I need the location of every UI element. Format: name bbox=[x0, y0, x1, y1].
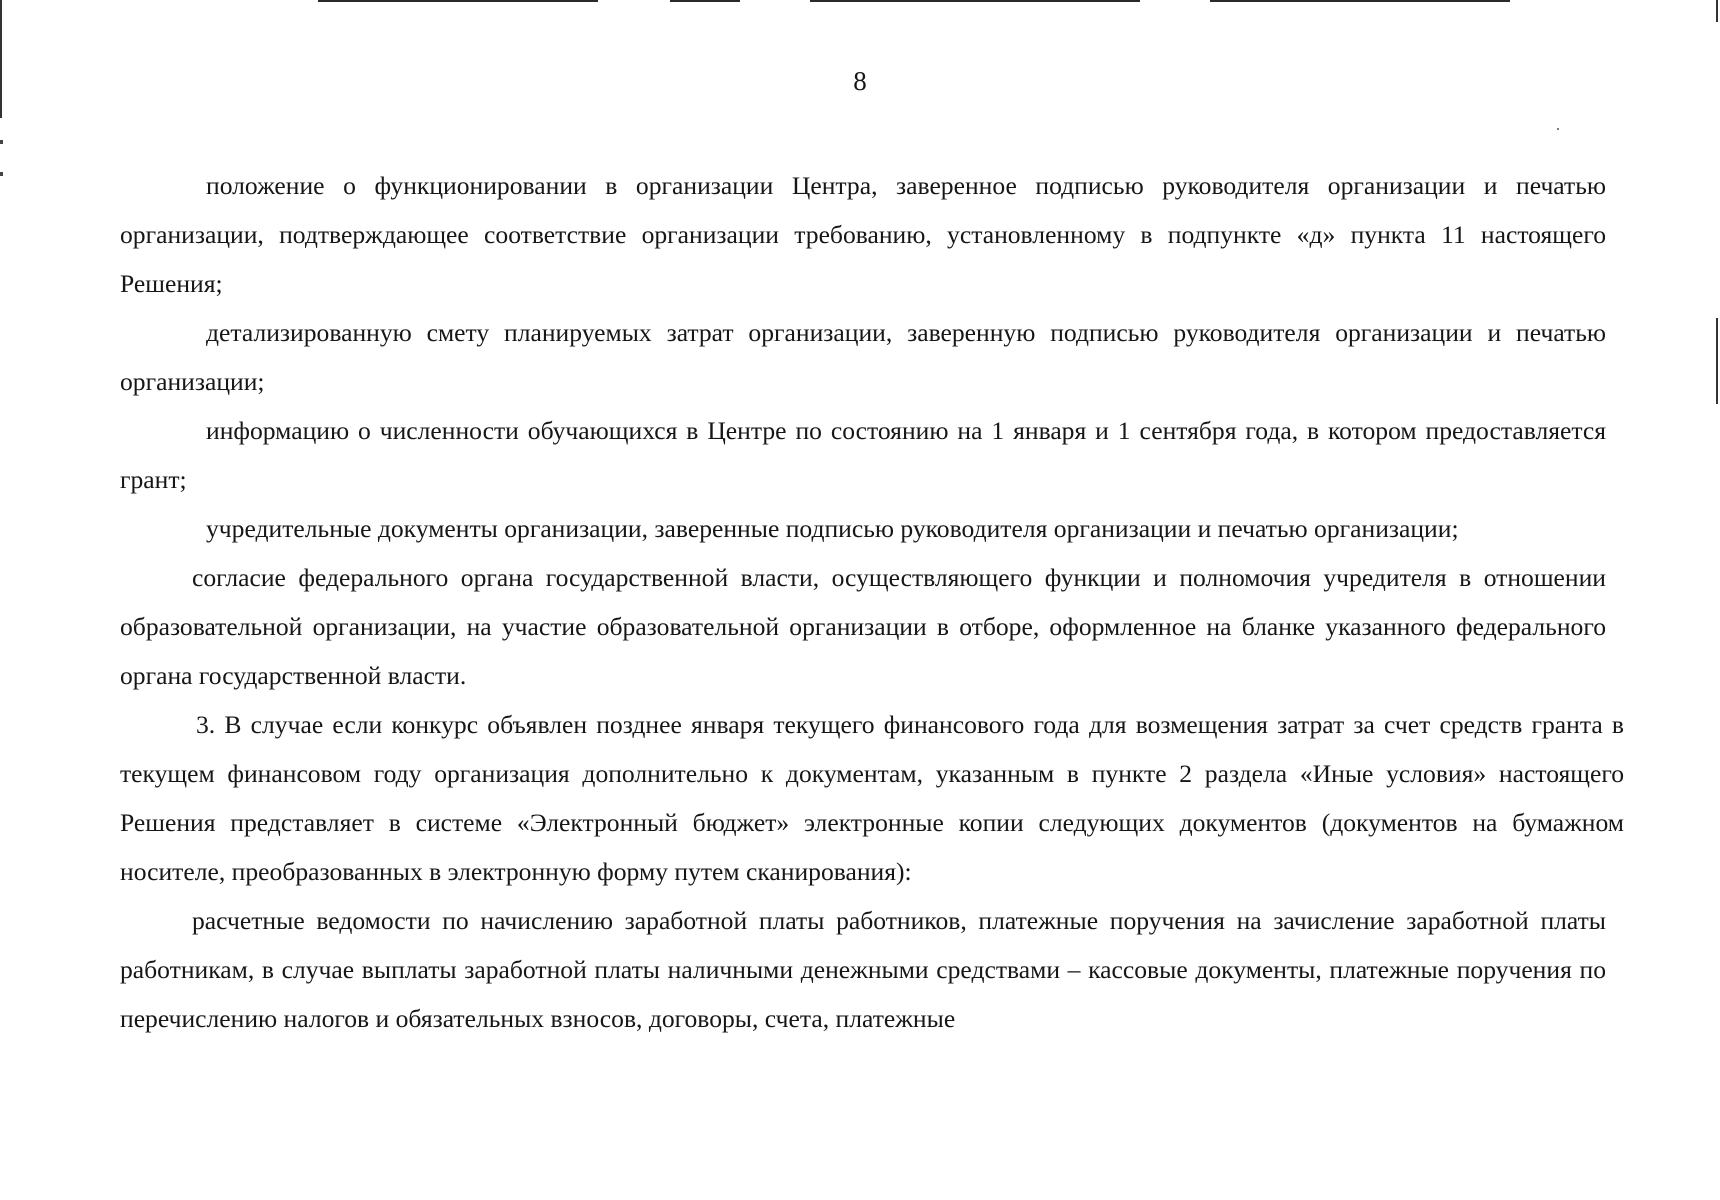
document-body bbox=[120, 161, 1624, 1043]
scan-speck bbox=[1557, 128, 1559, 130]
paragraph-founding-documents: учредительные документы организации, заверенные подписью руководителя организации и печатью организации; bbox=[206, 514, 1459, 543]
scan-edge-right bbox=[1716, 318, 1718, 404]
scan-edge-left bbox=[0, 0, 2, 118]
page-number: 8 bbox=[853, 66, 867, 96]
scan-edge-left-tick bbox=[0, 140, 3, 144]
paragraph-federal-consent: согласие федерального органа государственной власти, осуществляющего функции и полномочия учредителя в отношении образовательной организации, на участие образовательной организации в отборе, оформленное на бланке указанного федерального органа государственной власти. bbox=[120, 563, 1606, 690]
paragraph-item-3: 3. В случае если конкурс объявлен позднее января текущего финансового года для возмещения затрат за счет средств гранта в текущем финансовом году организация дополнительно к документам, указанным в пункте 2 раздела «Иные условия» настоящего Решения представляет в системе «Электронный бюджет» электронные копии следующих документов (документов на бумажном носителе, преобразованных в электронную форму путем сканирования): bbox=[120, 710, 1624, 886]
scan-edge-top-segment bbox=[318, 0, 598, 2]
scan-edge-top-segment bbox=[670, 0, 740, 2]
paragraph-cost-estimate: детализированную смету планируемых затрат организации, заверенную подписью руководителя организации и печатью организации; bbox=[120, 318, 1606, 396]
scan-edge-top-segment bbox=[810, 0, 1140, 2]
scan-edge-top-segment bbox=[1210, 0, 1510, 2]
scan-edge-right bbox=[1716, 0, 1718, 22]
paragraph-center-regulation: положение о функционировании в организации Центра, заверенное подписью руководителя организации и печатью организации, подтверждающее соответствие организации требованию, установленному в подпункте «д» пункта 11 настоящего Решения; bbox=[120, 171, 1606, 298]
paragraph-payroll-documents: расчетные ведомости по начислению заработной платы работников, платежные поручения на зачисление заработной платы работникам, в случае выплаты заработной платы наличными денежными средствами – кассовые документы, платежные поручения по перечислению налогов и обязательных взносов, договоры, счета, платежные bbox=[120, 906, 1606, 1033]
scan-edge-left-tick bbox=[0, 172, 3, 176]
paragraph-student-count: информацию о численности обучающихся в Центре по состоянию на 1 января и 1 сентября года, в котором предоставляется грант; bbox=[120, 416, 1606, 494]
